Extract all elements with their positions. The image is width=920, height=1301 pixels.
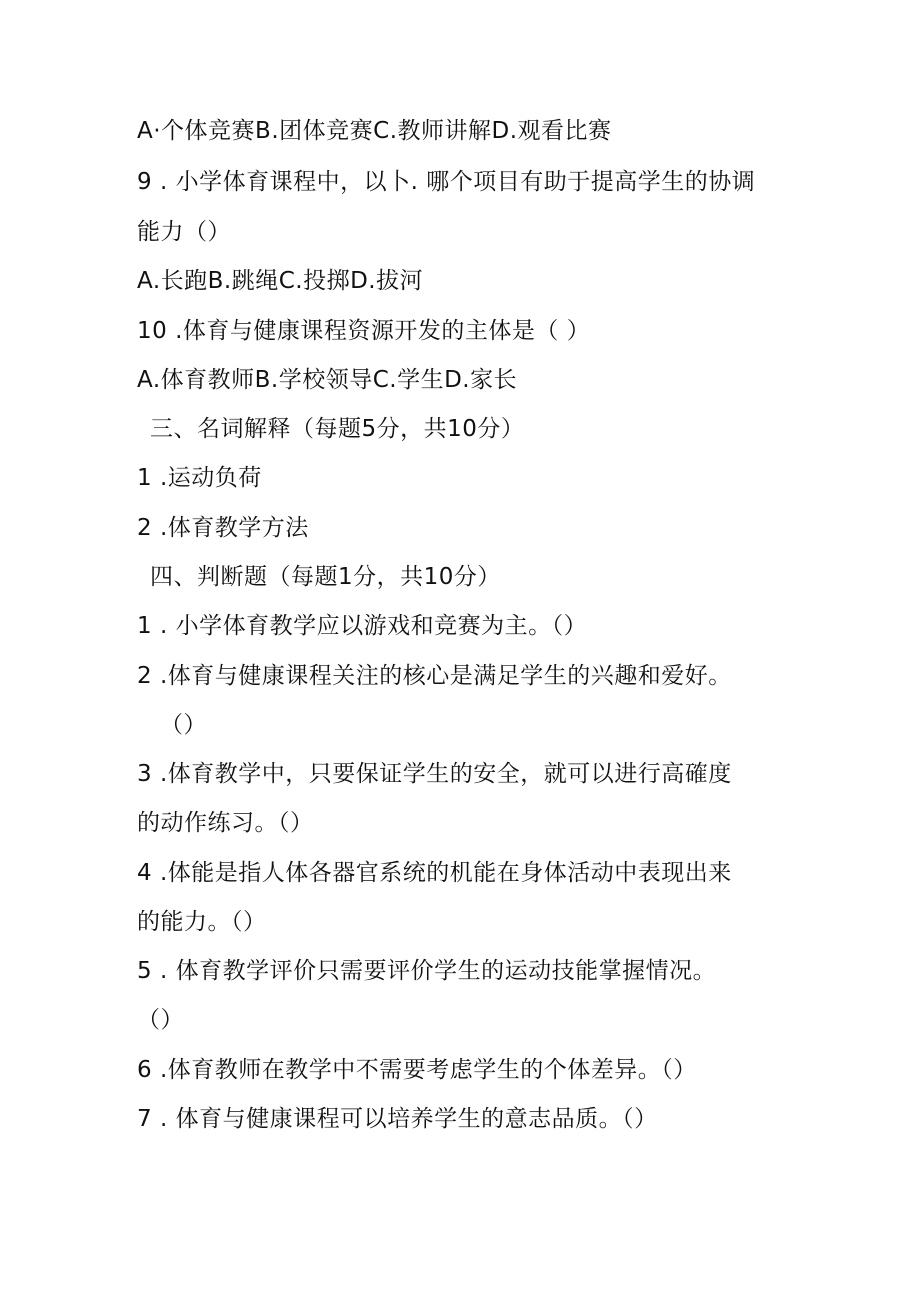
- q9-text: 9 . 小学体育课程中，以卜. 哪个项目有助于提高学生的协调: [137, 169, 756, 195]
- section-4-heading: 四、判断题（每题1分，共10分）: [150, 564, 501, 590]
- q8-options: A·个体竞赛B.团体竞赛C.教师讲解D.观看比赛: [137, 118, 612, 144]
- tf-1: 1 . 小学体育教学应以游戏和竞赛为主。（）: [137, 613, 588, 639]
- tf-7: 7 . 体育与健康课程可以培养学生的意志品质。（）: [137, 1106, 658, 1132]
- tf-3-cont: 的动作练习。（）: [137, 810, 314, 836]
- tf-2-bracket: （）: [160, 712, 207, 738]
- tf-4-cont: 的能力。（）: [137, 909, 267, 935]
- tf-5: 5 . 体育教学评价只需要评价学生的运动技能掌握情况。: [137, 958, 717, 984]
- term-1: 1 .运动负荷: [137, 465, 262, 491]
- tf-3: 3 .体育教学中，只要保证学生的安全，就可以进行高確度: [137, 761, 732, 787]
- q10-text: 10 .体育与健康课程资源开发的主体是（ ）: [137, 318, 591, 344]
- tf-4: 4 .体能是指人体各器官系统的机能在身体活动中表现出来: [137, 860, 732, 886]
- tf-5-bracket: （）: [137, 1007, 184, 1033]
- term-2: 2 .体育教学方法: [137, 515, 309, 541]
- section-3-heading: 三、名词解释（每题5分，共10分）: [150, 416, 525, 442]
- q9-options: A.长跑B.跳绳C.投掷D.拔河: [137, 268, 424, 294]
- q9-text-cont: 能力（）: [137, 219, 231, 245]
- q10-options: A.体育教师B.学校领导C.学生D.家长: [137, 367, 518, 393]
- tf-2: 2 .体育与健康课程关注的核心是满足学生的兴趣和爱好。: [137, 663, 732, 689]
- tf-6: 6 .体育教师在教学中不需要考虑学生的个体差异。（）: [137, 1057, 697, 1083]
